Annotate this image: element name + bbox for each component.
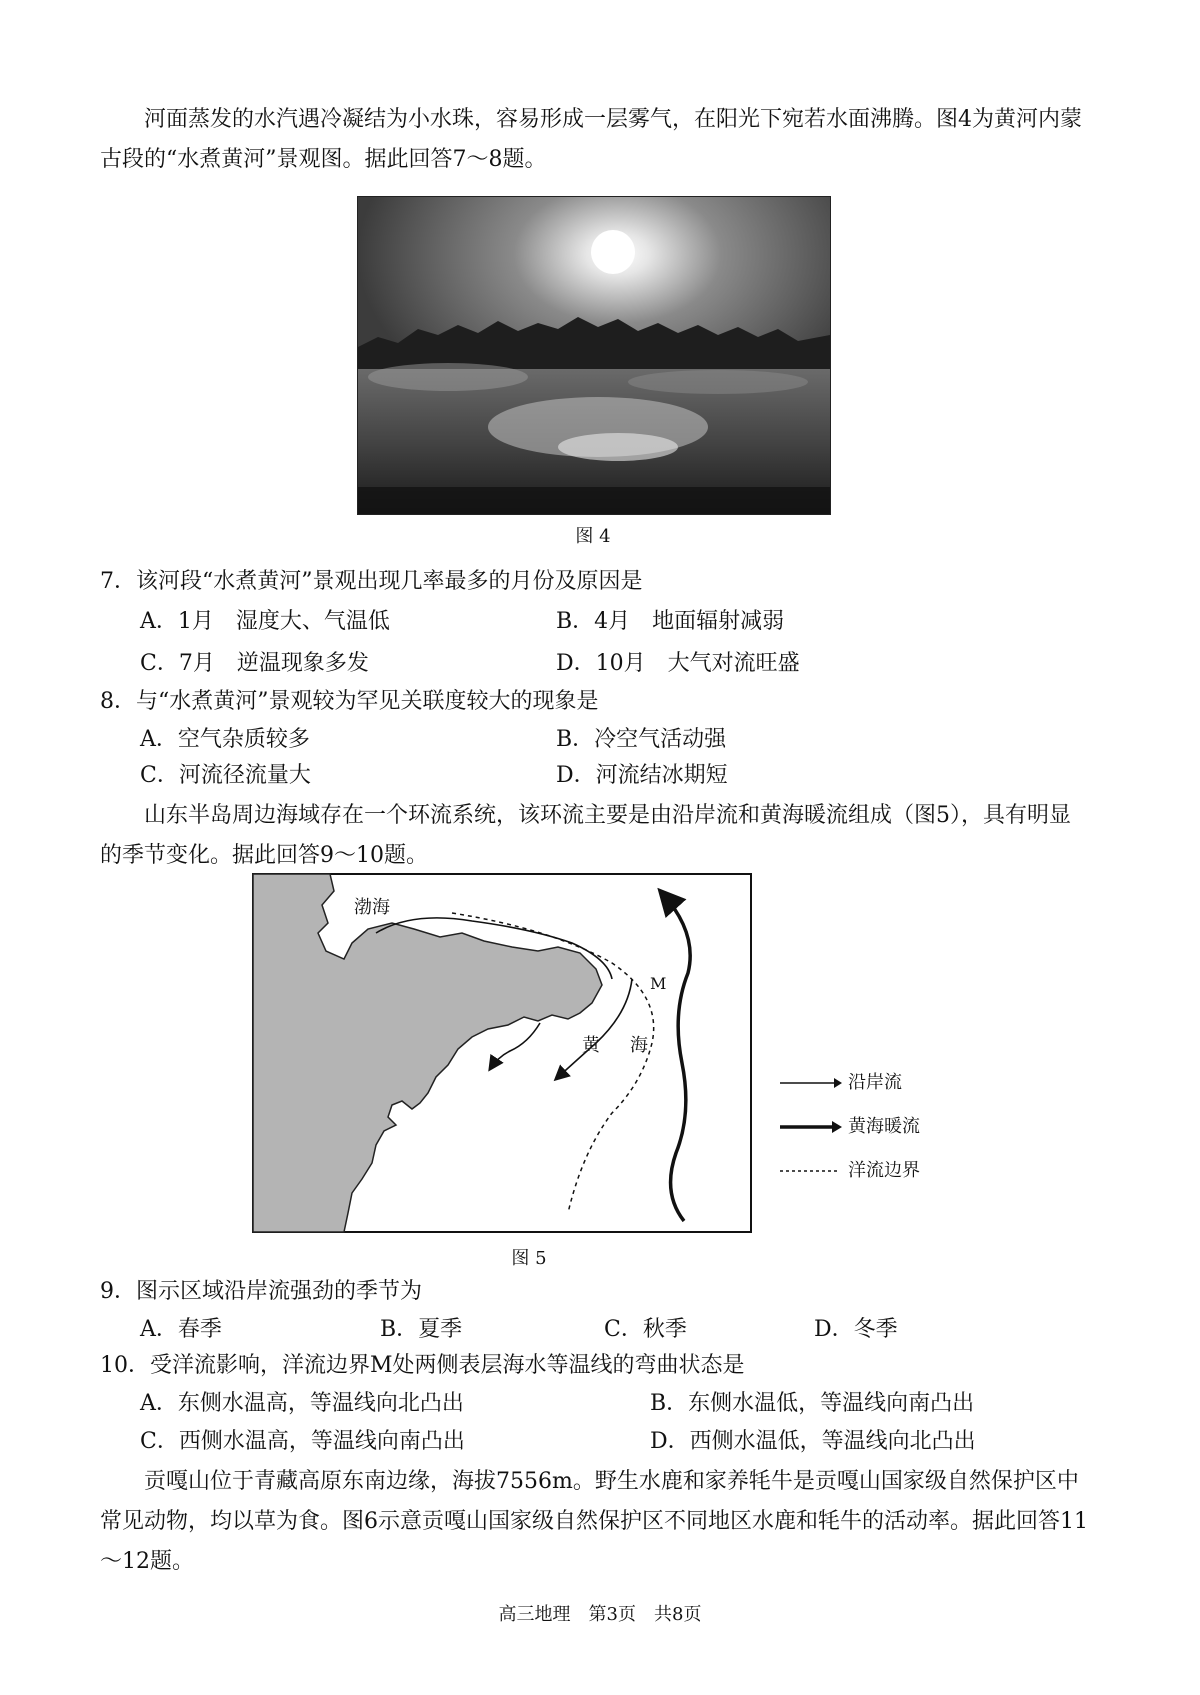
thin-arrow-icon xyxy=(780,1076,844,1090)
label-point-m: M xyxy=(650,974,667,993)
question-8-option-b: B．冷空气活动强 xyxy=(556,727,727,752)
question-10-option-d: D．西侧水温低，等温线向北凸出 xyxy=(650,1429,976,1454)
question-9-option-b: B．夏季 xyxy=(380,1317,463,1342)
legend-label-boundary: 洋流边界 xyxy=(848,1160,920,1181)
label-yellow-sea-2: 海 xyxy=(630,1035,648,1056)
figure-5-caption: 图 5 xyxy=(511,1248,547,1269)
question-8-stem: 8．与“水煮黄河”景观较为罕见关联度较大的现象是 xyxy=(100,689,599,714)
question-10-option-c: C．西侧水温高，等温线向南凸出 xyxy=(140,1429,465,1454)
legend-coastal-current xyxy=(780,1070,980,1114)
legend-warm-current xyxy=(780,1114,980,1158)
legend-boundary xyxy=(780,1158,980,1202)
legend-label-coastal-current: 沿岸流 xyxy=(848,1072,902,1093)
question-8-option-a: A．空气杂质较多 xyxy=(140,727,310,752)
intro-paragraph-2: 山东半岛周边海域存在一个环流系统，该环流主要是由沿岸流和黄海暖流组成（图5），具有明显的季节变化。据此回答9～10题。 xyxy=(100,803,1072,868)
question-10-option-a: A．东侧水温高，等温线向北凸出 xyxy=(140,1391,464,1416)
question-7-option-d: D．10月 大气对流旺盛 xyxy=(556,651,800,676)
figure-5-legend xyxy=(780,1070,980,1202)
figure-4-caption: 图 4 xyxy=(575,526,611,547)
question-9-stem: 9．图示区域沿岸流强劲的季节为 xyxy=(100,1279,422,1304)
question-9-option-c: C．秋季 xyxy=(604,1317,687,1342)
page-footer: 高三地理 第3页 共8页 xyxy=(498,1604,702,1625)
question-9-option-a: A．春季 xyxy=(140,1317,222,1342)
question-10-stem: 10．受洋流影响，洋流边界M处两侧表层海水等温线的弯曲状态是 xyxy=(100,1353,745,1378)
question-7-stem: 7．该河段“水煮黄河”景观出现几率最多的月份及原因是 xyxy=(100,569,643,594)
figure-4-photo xyxy=(357,196,831,515)
label-bohai: 渤海 xyxy=(354,897,390,918)
question-7-option-a: A．1月 湿度大、气温低 xyxy=(140,609,390,634)
intro-paragraph-3: 贡嘎山位于青藏高原东南边缘，海拔7556m。野生水鹿和家养牦牛是贡嘎山国家级自然保护区中常见动物，均以草为食。图6示意贡嘎山国家级自然保护区不同地区水鹿和牦牛的活动率。据此回答11～12题。 xyxy=(100,1469,1088,1574)
question-7-option-c: C．7月 逆温现象多发 xyxy=(140,651,369,676)
question-8-option-d: D．河流结冰期短 xyxy=(556,763,728,788)
dashed-line-icon xyxy=(780,1164,844,1178)
intro-paragraph-1: 河面蒸发的水汽遇冷凝结为小水珠，容易形成一层雾气，在阳光下宛若水面沸腾。图4为黄河内蒙古段的“水煮黄河”景观图。据此回答7～8题。 xyxy=(100,107,1083,172)
figure-5-map xyxy=(252,873,752,1233)
question-10-option-b: B．东侧水温低，等温线向南凸出 xyxy=(650,1391,975,1416)
legend-label-warm-current: 黄海暖流 xyxy=(848,1116,920,1137)
thick-arrow-icon xyxy=(780,1120,844,1134)
label-yellow-sea-1: 黄 xyxy=(582,1035,600,1056)
question-8-option-c: C．河流径流量大 xyxy=(140,763,311,788)
question-9-option-d: D．冬季 xyxy=(814,1317,898,1342)
question-7-option-b: B．4月 地面辐射减弱 xyxy=(556,609,785,634)
